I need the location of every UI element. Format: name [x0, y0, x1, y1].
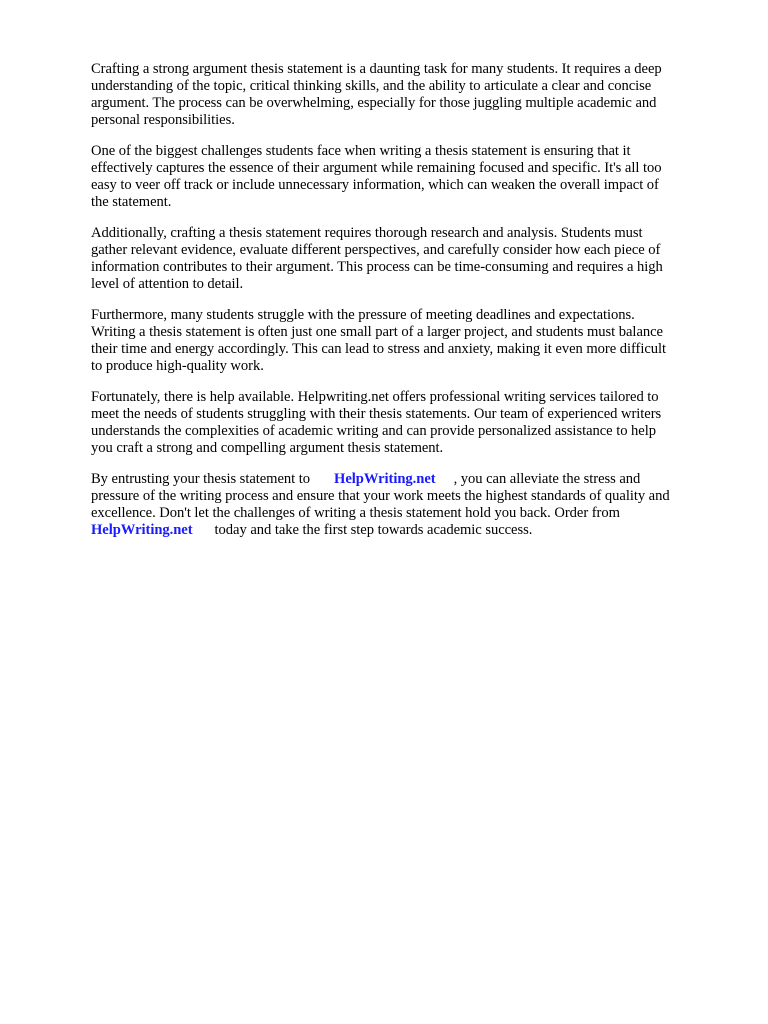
text-line: excellence. Don't let the challenges of writing a thesis statement hold you back. Order from — [91, 505, 620, 521]
text-line: gather relevant evidence, evaluate different perspectives, and carefully consider how each piece of — [91, 242, 661, 258]
text-fragment: , you can alleviate the stress and — [453, 471, 641, 487]
text-line: to produce high-quality work. — [91, 358, 264, 374]
text-line: easy to veer off track or include unnecessary information, which can weaken the overall impact of — [91, 177, 659, 193]
paragraph-3 — [91, 225, 721, 293]
paragraph-final — [91, 471, 721, 539]
text-line: understands the complexities of academic writing and can provide personalized assistance to help — [91, 423, 656, 439]
text-line: pressure of the writing process and ensure that your work meets the highest standards of quality and — [91, 488, 670, 504]
text-line: the statement. — [91, 194, 172, 210]
paragraph-5 — [91, 389, 721, 457]
text-line: Crafting a strong argument thesis statement is a daunting task for many students. It requires a deep — [91, 61, 662, 77]
text-line: Writing a thesis statement is often just one small part of a larger project, and students must balance — [91, 324, 663, 340]
paragraph-1 — [91, 61, 721, 129]
helpwriting-link[interactable]: HelpWriting.net — [334, 471, 436, 487]
text-fragment: today and take the first step towards academic success. — [214, 522, 533, 538]
text-line: meet the needs of students struggling with their thesis statements. Our team of experienced writers — [91, 406, 662, 422]
text-line: Furthermore, many students struggle with the pressure of meeting deadlines and expectations. — [91, 307, 635, 323]
text-line: Fortunately, there is help available. Helpwriting.net offers professional writing services tailored to — [91, 389, 659, 405]
text-line: their time and energy accordingly. This can lead to stress and anxiety, making it even more difficult — [91, 341, 667, 357]
helpwriting-link[interactable]: HelpWriting.net — [91, 522, 193, 538]
document-body — [91, 61, 721, 553]
text-line: understanding of the topic, critical thinking skills, and the ability to articulate a clear and concise — [91, 78, 652, 94]
paragraph-2 — [91, 143, 721, 211]
text-line: personal responsibilities. — [91, 112, 235, 128]
text-line: level of attention to detail. — [91, 276, 244, 292]
text-line: information contributes to their argument. This process can be time-consuming and requires a high — [91, 259, 663, 275]
text-line: you craft a strong and compelling argument thesis statement. — [91, 440, 444, 456]
paragraph-4 — [91, 307, 721, 375]
text-line — [91, 471, 721, 488]
text-line — [91, 522, 721, 539]
text-line: One of the biggest challenges students face when writing a thesis statement is ensuring that it — [91, 143, 631, 159]
text-line: effectively captures the essence of their argument while remaining focused and specific. It's all too — [91, 160, 662, 176]
text-line: argument. The process can be overwhelming, especially for those juggling multiple academic and — [91, 95, 657, 111]
text-line: Additionally, crafting a thesis statement requires thorough research and analysis. Students must — [91, 225, 643, 241]
text-fragment: By entrusting your thesis statement to — [91, 471, 311, 487]
